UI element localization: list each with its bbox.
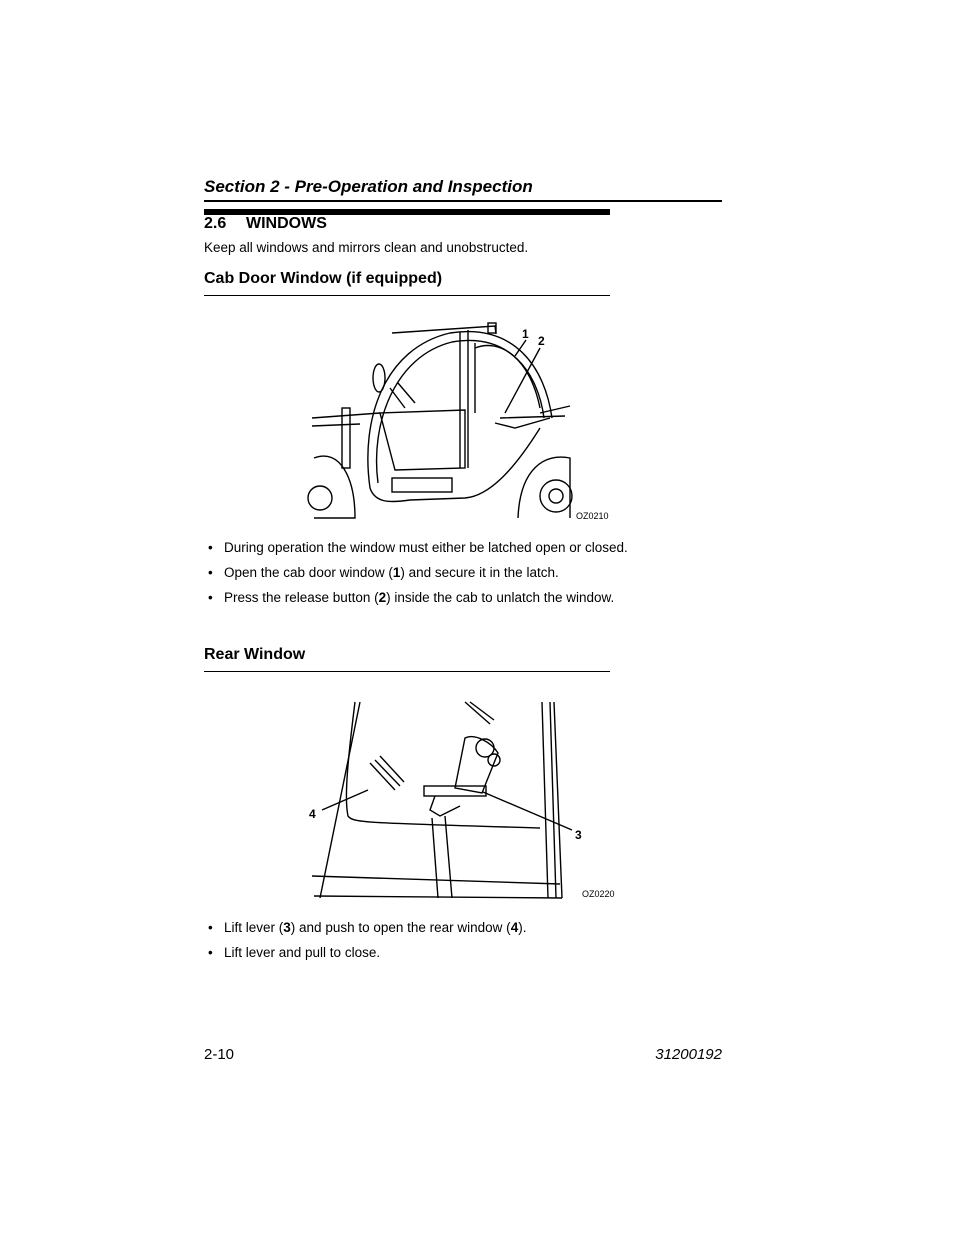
page-number: 2-10 [204,1046,235,1063]
bullet-text: During operation the window must either be latched open or closed. [224,540,628,555]
bullet-dot: • [208,590,213,605]
bullet-text-after: ) and push to open the rear window ( [290,920,511,935]
heading-number: 2.6 [204,215,227,232]
bullet-dot: • [208,565,213,580]
callout-4: 4 [309,807,316,821]
figure-code: OZ0210 [576,511,609,521]
heading-title: WINDOWS [246,215,327,232]
bullet-text-end: ). [518,920,527,935]
bullet-text: Open the cab door window ( [224,565,393,580]
bullet-item [208,590,628,615]
bullet-text: Lift lever and pull to close. [224,945,381,960]
bullet-item [208,540,628,565]
bullet-dot: • [208,540,213,555]
bullet-text-after: ) and secure it in the latch. [400,565,559,580]
callout-3: 3 [575,828,582,842]
header-rule [204,200,722,202]
bullet-dot: • [208,920,213,935]
bullet-text: Press the release button ( [224,590,379,605]
cab-door-figure [300,318,630,524]
rear-window-figure [300,698,630,904]
bullet-bold: 2 [378,590,387,605]
cab-door-rule [204,295,610,296]
cab-door-title: Cab Door Window (if equipped) [204,270,443,287]
cab-door-bullets [208,540,628,615]
rear-window-rule [204,671,610,672]
intro-text: Keep all windows and mirrors clean and unobstructed. [204,240,529,255]
bullet-bold: 1 [392,565,401,580]
bullet-text-after: ) inside the cab to unlatch the window. [386,590,615,605]
bullet-bold-2: 4 [510,920,519,935]
callout-2: 2 [538,334,545,348]
bullet-text: Lift lever ( [224,920,284,935]
bullet-item [208,945,526,970]
doc-number: 31200192 [655,1046,722,1063]
rear-window-bullets [208,920,526,970]
callout-1: 1 [522,327,529,341]
bullet-item [208,565,628,590]
bullet-item [208,920,526,945]
section-header: Section 2 - Pre-Operation and Inspection [204,177,533,196]
rear-window-title: Rear Window [204,646,306,663]
figure-code: OZ0220 [582,889,615,899]
bullet-bold: 3 [283,920,291,935]
bullet-dot: • [208,945,213,960]
